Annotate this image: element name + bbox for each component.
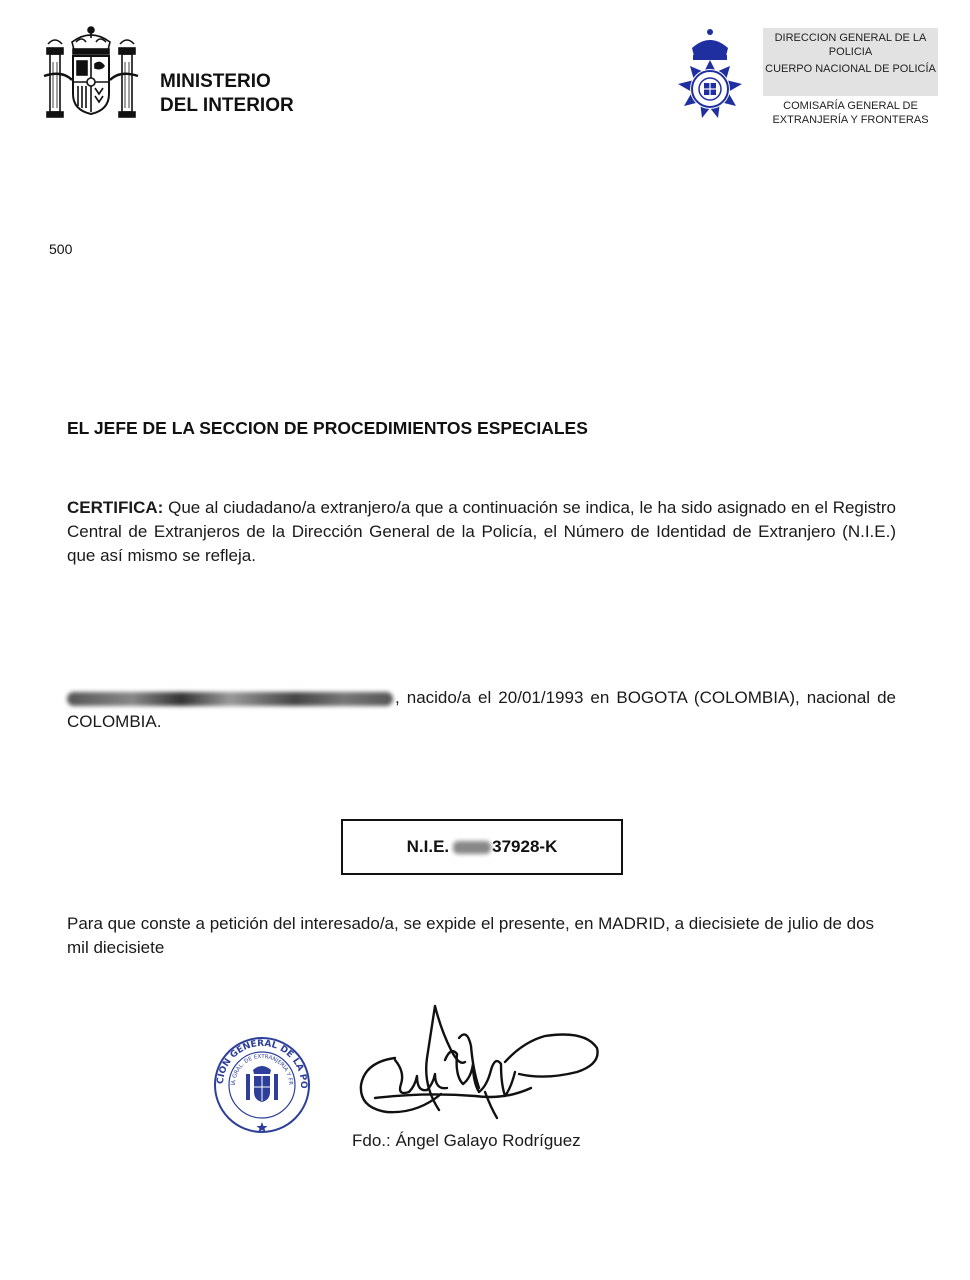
handwritten-signature: [355, 1000, 605, 1125]
redacted-nie-digits: [453, 841, 491, 854]
person-details: [67, 686, 896, 734]
ministry-line-2: DEL INTERIOR: [160, 95, 294, 116]
ministry-name: [160, 70, 294, 118]
signer-name: Fdo.: Ángel Galayo Rodríguez: [352, 1131, 581, 1150]
certifica-label: CERTIFICA:: [67, 498, 164, 517]
closing-paragraph: Para que conste a petición del interesado/a, se expide el presente, en MADRID, a diecisiete de julio de dos mil diecisiete: [67, 914, 875, 957]
official-stamp: [213, 1030, 311, 1140]
certification-paragraph: [67, 496, 896, 568]
comisaria-label: COMISARÍA GENERAL DE EXTRANJERÍA Y FRONTERAS: [772, 100, 929, 126]
spain-coat-of-arms: [42, 24, 140, 122]
redacted-name: [67, 692, 393, 706]
document-heading: EL JEFE DE LA SECCION DE PROCEDIMIENTOS ESPECIALES: [67, 418, 588, 438]
stamp-outer-text: CIÓN GENERAL DE LA PO: [215, 1038, 309, 1089]
corps-label: CUERPO NACIONAL DE POLICÍA: [765, 63, 936, 75]
person-details-text: , nacido/a el 20/01/1993 en BOGOTA (COLOMBIA), nacional de COLOMBIA.: [67, 688, 896, 731]
ministry-line-1: MINISTERIO: [160, 71, 271, 92]
directorate-label: DIRECCION GENERAL DE LA POLICIA: [774, 32, 927, 58]
certifica-text: Que al ciudadano/a extranjero/a que a continuación se indica, le ha sido asignado en el Registro Central de Extranjeros de la Dirección General de la Policía, el Número de Identidad de Extranjero (N.I.E.) que así mismo se refleja.: [67, 498, 896, 565]
stamp-inner-text: ÍA GRAL. DE EXTRANJERÍA Y FR: [230, 1053, 294, 1086]
document-number: 500: [49, 241, 73, 257]
police-badge-icon: [670, 26, 750, 126]
police-directorate-box: [763, 28, 938, 96]
nie-box: [341, 819, 623, 875]
nie-label: N.I.E.: [406, 837, 450, 856]
nie-number: 37928-K: [492, 837, 558, 856]
